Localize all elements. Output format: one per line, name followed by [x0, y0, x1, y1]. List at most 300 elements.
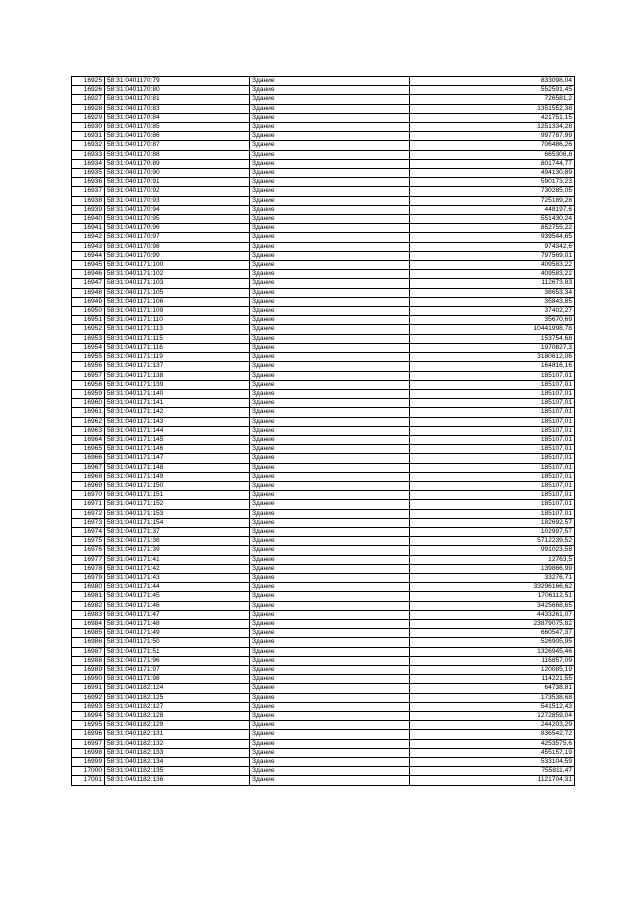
cadastral-number-cell: 58:31:0401170:86: [105, 132, 250, 141]
table-row: [72, 527, 575, 536]
cadastral-value-cell: 173538,68: [410, 693, 575, 702]
cadastral-value-cell: 185107,01: [410, 371, 575, 380]
table-row: [72, 500, 575, 509]
cadastral-value-cell: 35670,69: [410, 316, 575, 325]
row-number-cell: 16951: [72, 316, 105, 325]
table-row: [72, 712, 575, 721]
document-page: [71, 76, 575, 786]
row-number-cell: 16995: [72, 721, 105, 730]
table-row: [72, 629, 575, 638]
cadastral-value-cell: 1272859,04: [410, 712, 575, 721]
cadastral-value-cell: 1251334,28: [410, 123, 575, 132]
object-type-cell: Здание: [250, 251, 410, 260]
cadastral-number-cell: 58:31:0401171:105: [105, 288, 250, 297]
cadastral-number-cell: 58:31:0401170:91: [105, 178, 250, 187]
object-type-cell: Здание: [250, 288, 410, 297]
table-row: [72, 684, 575, 693]
cadastral-value-cell: 533104,59: [410, 758, 575, 767]
table-row: [72, 371, 575, 380]
table-row: [72, 564, 575, 573]
cadastral-value-cell: 1351552,38: [410, 104, 575, 113]
object-type-cell: Здание: [250, 702, 410, 711]
table-row: [72, 767, 575, 776]
cadastral-value-cell: 185107,01: [410, 389, 575, 398]
table-row: [72, 297, 575, 306]
row-number-cell: 16990: [72, 675, 105, 684]
object-type-cell: Здание: [250, 77, 410, 86]
table-row: [72, 702, 575, 711]
cadastral-number-cell: 58:31:0401171:137: [105, 362, 250, 371]
object-type-cell: Здание: [250, 684, 410, 693]
table-row: [72, 666, 575, 675]
row-number-cell: 16945: [72, 261, 105, 270]
table-row: [72, 196, 575, 205]
row-number-cell: 16975: [72, 537, 105, 546]
table-row: [72, 132, 575, 141]
table-row: [72, 481, 575, 490]
cadastral-number-cell: 58:31:0401182:134: [105, 758, 250, 767]
table-row: [72, 353, 575, 362]
row-number-cell: 16989: [72, 666, 105, 675]
object-type-cell: Здание: [250, 261, 410, 270]
cadastral-value-cell: 185107,01: [410, 426, 575, 435]
cadastral-value-cell: 526905,95: [410, 638, 575, 647]
cadastral-value-cell: 33276,71: [410, 573, 575, 582]
table-row: [72, 721, 575, 730]
object-type-cell: Здание: [250, 509, 410, 518]
cadastral-number-cell: 58:31:0401171:138: [105, 371, 250, 380]
row-number-cell: 16974: [72, 527, 105, 536]
row-number-cell: 16970: [72, 491, 105, 500]
table-row: [72, 472, 575, 481]
object-type-cell: Здание: [250, 178, 410, 187]
row-number-cell: 16981: [72, 592, 105, 601]
object-type-cell: Здание: [250, 610, 410, 619]
row-number-cell: 16949: [72, 297, 105, 306]
row-number-cell: 16952: [72, 325, 105, 334]
table-row: [72, 693, 575, 702]
object-type-cell: Здание: [250, 500, 410, 509]
table-row: [72, 592, 575, 601]
object-type-cell: Здание: [250, 242, 410, 251]
object-type-cell: Здание: [250, 445, 410, 454]
object-type-cell: Здание: [250, 573, 410, 582]
cadastral-number-cell: 58:31:0401171:41: [105, 555, 250, 564]
table-body: [72, 77, 575, 786]
cadastral-value-cell: 997787,99: [410, 132, 575, 141]
row-number-cell: 16978: [72, 564, 105, 573]
cadastral-value-cell: 23879075,82: [410, 619, 575, 628]
object-type-cell: Здание: [250, 316, 410, 325]
cadastral-value-cell: 185107,01: [410, 500, 575, 509]
row-number-cell: 16993: [72, 702, 105, 711]
table-row: [72, 141, 575, 150]
cadastral-number-cell: 58:31:0401171:147: [105, 454, 250, 463]
cadastral-value-cell: 244203,29: [410, 721, 575, 730]
cadastral-value-cell: 4433261,07: [410, 610, 575, 619]
row-number-cell: 16961: [72, 408, 105, 417]
cadastral-number-cell: 58:31:0401170:92: [105, 187, 250, 196]
cadastral-value-cell: 755811,47: [410, 767, 575, 776]
cadastral-value-cell: 10441998,78: [410, 325, 575, 334]
cadastral-number-cell: 58:31:0401171:47: [105, 610, 250, 619]
row-number-cell: 16939: [72, 205, 105, 214]
cadastral-number-cell: 58:31:0401171:119: [105, 353, 250, 362]
object-type-cell: Здание: [250, 353, 410, 362]
cadastral-number-cell: 58:31:0401170:80: [105, 86, 250, 95]
object-type-cell: Здание: [250, 454, 410, 463]
object-type-cell: Здание: [250, 95, 410, 104]
object-type-cell: Здание: [250, 656, 410, 665]
table-row: [72, 178, 575, 187]
cadastral-number-cell: 58:31:0401171:44: [105, 583, 250, 592]
row-number-cell: 16967: [72, 463, 105, 472]
cadastral-number-cell: 58:31:0401171:146: [105, 445, 250, 454]
table-row: [72, 261, 575, 270]
row-number-cell: 16936: [72, 178, 105, 187]
row-number-cell: 16950: [72, 307, 105, 316]
cadastral-number-cell: 58:31:0401171:150: [105, 481, 250, 490]
row-number-cell: 16930: [72, 123, 105, 132]
cadastral-value-cell: 797569,01: [410, 251, 575, 260]
object-type-cell: Здание: [250, 426, 410, 435]
table-row: [72, 435, 575, 444]
object-type-cell: Здание: [250, 629, 410, 638]
object-type-cell: Здание: [250, 546, 410, 555]
row-number-cell: 16942: [72, 233, 105, 242]
cadastral-value-cell: 185107,01: [410, 481, 575, 490]
cadastral-value-cell: 590173,23: [410, 178, 575, 187]
row-number-cell: 16959: [72, 389, 105, 398]
cadastral-number-cell: 58:31:0401171:145: [105, 435, 250, 444]
cadastral-value-cell: 455157,19: [410, 748, 575, 757]
table-row: [72, 113, 575, 122]
cadastral-number-cell: 58:31:0401171:46: [105, 601, 250, 610]
cadastral-value-cell: 1121704,31: [410, 776, 575, 785]
table-row: [72, 408, 575, 417]
cadastral-value-cell: 706486,26: [410, 141, 575, 150]
table-row: [72, 343, 575, 352]
row-number-cell: 16996: [72, 730, 105, 739]
row-number-cell: 16955: [72, 353, 105, 362]
table-row: [72, 150, 575, 159]
object-type-cell: Здание: [250, 205, 410, 214]
row-number-cell: 16944: [72, 251, 105, 260]
cadastral-number-cell: 58:31:0401171:96: [105, 656, 250, 665]
row-number-cell: 16960: [72, 399, 105, 408]
cadastral-number-cell: 58:31:0401170:81: [105, 95, 250, 104]
table-row: [72, 123, 575, 132]
object-type-cell: Здание: [250, 132, 410, 141]
row-number-cell: 16971: [72, 500, 105, 509]
object-type-cell: Здание: [250, 159, 410, 168]
cadastral-number-cell: 58:31:0401170:90: [105, 169, 250, 178]
row-number-cell: 16992: [72, 693, 105, 702]
object-type-cell: Здание: [250, 408, 410, 417]
cadastral-number-cell: 58:31:0401171:151: [105, 491, 250, 500]
table-row: [72, 169, 575, 178]
table-row: [72, 537, 575, 546]
cadastral-number-cell: 58:31:0401171:116: [105, 343, 250, 352]
cadastral-value-cell: 185107,01: [410, 435, 575, 444]
object-type-cell: Здание: [250, 527, 410, 536]
cadastral-value-cell: 37402,27: [410, 307, 575, 316]
object-type-cell: Здание: [250, 712, 410, 721]
row-number-cell: 16984: [72, 619, 105, 628]
object-type-cell: Здание: [250, 196, 410, 205]
cadastral-value-cell: 3180612,06: [410, 353, 575, 362]
cadastral-number-cell: 58:31:0401171:148: [105, 463, 250, 472]
cadastral-number-cell: 58:31:0401170:87: [105, 141, 250, 150]
row-number-cell: 16998: [72, 748, 105, 757]
row-number-cell: 16940: [72, 215, 105, 224]
cadastral-number-cell: 58:31:0401171:140: [105, 389, 250, 398]
row-number-cell: 17000: [72, 767, 105, 776]
object-type-cell: Здание: [250, 123, 410, 132]
object-type-cell: Здание: [250, 491, 410, 500]
cadastral-number-cell: 58:31:0401182:128: [105, 712, 250, 721]
object-type-cell: Здание: [250, 399, 410, 408]
table-row: [72, 86, 575, 95]
object-type-cell: Здание: [250, 343, 410, 352]
row-number-cell: 16946: [72, 270, 105, 279]
cadastral-value-cell: 185107,01: [410, 454, 575, 463]
cadastral-number-cell: 58:31:0401171:38: [105, 537, 250, 546]
cadastral-value-cell: 660547,37: [410, 629, 575, 638]
cadastral-value-cell: 448197,6: [410, 205, 575, 214]
cadastral-value-cell: 185107,01: [410, 463, 575, 472]
table-row: [72, 573, 575, 582]
row-number-cell: 16926: [72, 86, 105, 95]
table-row: [72, 307, 575, 316]
cadastral-number-cell: 58:31:0401171:42: [105, 564, 250, 573]
cadastral-value-cell: 139866,99: [410, 564, 575, 573]
table-row: [72, 399, 575, 408]
cadastral-value-cell: 185107,01: [410, 380, 575, 389]
cadastral-value-cell: 3425668,65: [410, 601, 575, 610]
row-number-cell: 16948: [72, 288, 105, 297]
cadastral-number-cell: 58:31:0401171:43: [105, 573, 250, 582]
cadastral-value-cell: 112673,83: [410, 279, 575, 288]
cadastral-value-cell: 12763,5: [410, 555, 575, 564]
object-type-cell: Здание: [250, 619, 410, 628]
object-type-cell: Здание: [250, 537, 410, 546]
cadastral-number-cell: 58:31:0401171:103: [105, 279, 250, 288]
cadastral-number-cell: 58:31:0401170:79: [105, 77, 250, 86]
cadastral-number-cell: 58:31:0401170:85: [105, 123, 250, 132]
table-row: [72, 417, 575, 426]
object-type-cell: Здание: [250, 187, 410, 196]
object-type-cell: Здание: [250, 638, 410, 647]
row-number-cell: 16977: [72, 555, 105, 564]
cadastral-number-cell: 58:31:0401170:83: [105, 104, 250, 113]
cadastral-value-cell: 185107,01: [410, 472, 575, 481]
row-number-cell: 16966: [72, 454, 105, 463]
cadastral-number-cell: 58:31:0401171:49: [105, 629, 250, 638]
cadastral-number-cell: 58:31:0401171:153: [105, 509, 250, 518]
cadastral-number-cell: 58:31:0401171:113: [105, 325, 250, 334]
cadastral-number-cell: 58:31:0401182:136: [105, 776, 250, 785]
table-row: [72, 675, 575, 684]
cadastral-value-cell: 120085,19: [410, 666, 575, 675]
cadastral-number-cell: 58:31:0401182:132: [105, 739, 250, 748]
cadastral-number-cell: 58:31:0401182:127: [105, 702, 250, 711]
object-type-cell: Здание: [250, 104, 410, 113]
cadastral-number-cell: 58:31:0401170:93: [105, 196, 250, 205]
cadastral-number-cell: 58:31:0401170:96: [105, 224, 250, 233]
row-number-cell: 16963: [72, 426, 105, 435]
row-number-cell: 16943: [72, 242, 105, 251]
row-number-cell: 16925: [72, 77, 105, 86]
cadastral-value-cell: 939544,65: [410, 233, 575, 242]
cadastral-number-cell: 58:31:0401171:39: [105, 546, 250, 555]
cadastral-value-cell: 801744,77: [410, 159, 575, 168]
cadastral-value-cell: 974342,6: [410, 242, 575, 251]
table-row: [72, 288, 575, 297]
table-row: [72, 380, 575, 389]
table-row: [72, 233, 575, 242]
row-number-cell: 16927: [72, 95, 105, 104]
row-number-cell: 16994: [72, 712, 105, 721]
row-number-cell: 16958: [72, 380, 105, 389]
row-number-cell: 16932: [72, 141, 105, 150]
row-number-cell: 16999: [72, 758, 105, 767]
object-type-cell: Здание: [250, 270, 410, 279]
row-number-cell: 16987: [72, 647, 105, 656]
object-type-cell: Здание: [250, 150, 410, 159]
cadastral-number-cell: 58:31:0401170:98: [105, 242, 250, 251]
object-type-cell: Здание: [250, 518, 410, 527]
cadastral-value-cell: 409583,22: [410, 261, 575, 270]
cadastral-value-cell: 852755,22: [410, 224, 575, 233]
row-number-cell: 16931: [72, 132, 105, 141]
object-type-cell: Здание: [250, 730, 410, 739]
cadastral-number-cell: 58:31:0401171:48: [105, 619, 250, 628]
cadastral-value-cell: 421751,15: [410, 113, 575, 122]
row-number-cell: 16957: [72, 371, 105, 380]
table-row: [72, 205, 575, 214]
cadastral-number-cell: 58:31:0401171:149: [105, 472, 250, 481]
cadastral-number-cell: 58:31:0401171:37: [105, 527, 250, 536]
table-row: [72, 251, 575, 260]
cadastral-value-cell: 409583,22: [410, 270, 575, 279]
table-row: [72, 362, 575, 371]
row-number-cell: 16997: [72, 739, 105, 748]
cadastral-number-cell: 58:31:0401171:100: [105, 261, 250, 270]
row-number-cell: 16953: [72, 334, 105, 343]
cadastral-value-cell: 185107,01: [410, 491, 575, 500]
table-row: [72, 445, 575, 454]
cadastral-value-cell: 1326945,46: [410, 647, 575, 656]
cadastral-number-cell: 58:31:0401171:152: [105, 500, 250, 509]
row-number-cell: 16962: [72, 417, 105, 426]
row-number-cell: 16979: [72, 573, 105, 582]
table-row: [72, 758, 575, 767]
table-row: [72, 647, 575, 656]
row-number-cell: 16938: [72, 196, 105, 205]
object-type-cell: Здание: [250, 113, 410, 122]
object-type-cell: Здание: [250, 666, 410, 675]
object-type-cell: Здание: [250, 417, 410, 426]
cadastral-value-table: [71, 76, 575, 786]
object-type-cell: Здание: [250, 767, 410, 776]
object-type-cell: Здание: [250, 362, 410, 371]
table-row: [72, 316, 575, 325]
table-row: [72, 104, 575, 113]
row-number-cell: 16972: [72, 509, 105, 518]
row-number-cell: 16964: [72, 435, 105, 444]
object-type-cell: Здание: [250, 463, 410, 472]
cadastral-number-cell: 58:31:0401171:154: [105, 518, 250, 527]
cadastral-number-cell: 58:31:0401171:51: [105, 647, 250, 656]
table-row: [72, 77, 575, 86]
table-row: [72, 187, 575, 196]
cadastral-number-cell: 58:31:0401170:97: [105, 233, 250, 242]
cadastral-number-cell: 58:31:0401171:102: [105, 270, 250, 279]
cadastral-number-cell: 58:31:0401170:84: [105, 113, 250, 122]
row-number-cell: 16991: [72, 684, 105, 693]
object-type-cell: Здание: [250, 435, 410, 444]
row-number-cell: 16947: [72, 279, 105, 288]
object-type-cell: Здание: [250, 675, 410, 684]
row-number-cell: 16980: [72, 583, 105, 592]
cadastral-number-cell: 58:31:0401171:45: [105, 592, 250, 601]
object-type-cell: Здание: [250, 224, 410, 233]
object-type-cell: Здание: [250, 380, 410, 389]
table-row: [72, 389, 575, 398]
cadastral-value-cell: 665306,8: [410, 150, 575, 159]
cadastral-value-cell: 4253575,6: [410, 739, 575, 748]
object-type-cell: Здание: [250, 472, 410, 481]
table-row: [72, 215, 575, 224]
object-type-cell: Здание: [250, 721, 410, 730]
cadastral-value-cell: 552591,45: [410, 86, 575, 95]
row-number-cell: 16982: [72, 601, 105, 610]
object-type-cell: Здание: [250, 307, 410, 316]
row-number-cell: 16929: [72, 113, 105, 122]
cadastral-number-cell: 58:31:0401171:144: [105, 426, 250, 435]
cadastral-value-cell: 185107,01: [410, 509, 575, 518]
row-number-cell: 16933: [72, 150, 105, 159]
object-type-cell: Здание: [250, 215, 410, 224]
object-type-cell: Здание: [250, 555, 410, 564]
table-row: [72, 656, 575, 665]
cadastral-value-cell: 833098,04: [410, 77, 575, 86]
row-number-cell: 16965: [72, 445, 105, 454]
object-type-cell: Здание: [250, 592, 410, 601]
cadastral-number-cell: 58:31:0401171:115: [105, 334, 250, 343]
cadastral-number-cell: 58:31:0401171:110: [105, 316, 250, 325]
cadastral-value-cell: 185107,01: [410, 445, 575, 454]
cadastral-value-cell: 38653,34: [410, 288, 575, 297]
cadastral-number-cell: 58:31:0401171:139: [105, 380, 250, 389]
table-row: [72, 426, 575, 435]
cadastral-value-cell: 836542,72: [410, 730, 575, 739]
table-row: [72, 334, 575, 343]
table-row: [72, 279, 575, 288]
cadastral-number-cell: 58:31:0401171:97: [105, 666, 250, 675]
table-row: [72, 638, 575, 647]
cadastral-value-cell: 541512,43: [410, 702, 575, 711]
table-row: [72, 224, 575, 233]
cadastral-number-cell: 58:31:0401171:109: [105, 307, 250, 316]
table-row: [72, 491, 575, 500]
row-number-cell: 16937: [72, 187, 105, 196]
row-number-cell: 16985: [72, 629, 105, 638]
object-type-cell: Здание: [250, 647, 410, 656]
cadastral-value-cell: 730285,05: [410, 187, 575, 196]
cadastral-number-cell: 58:31:0401171:142: [105, 408, 250, 417]
